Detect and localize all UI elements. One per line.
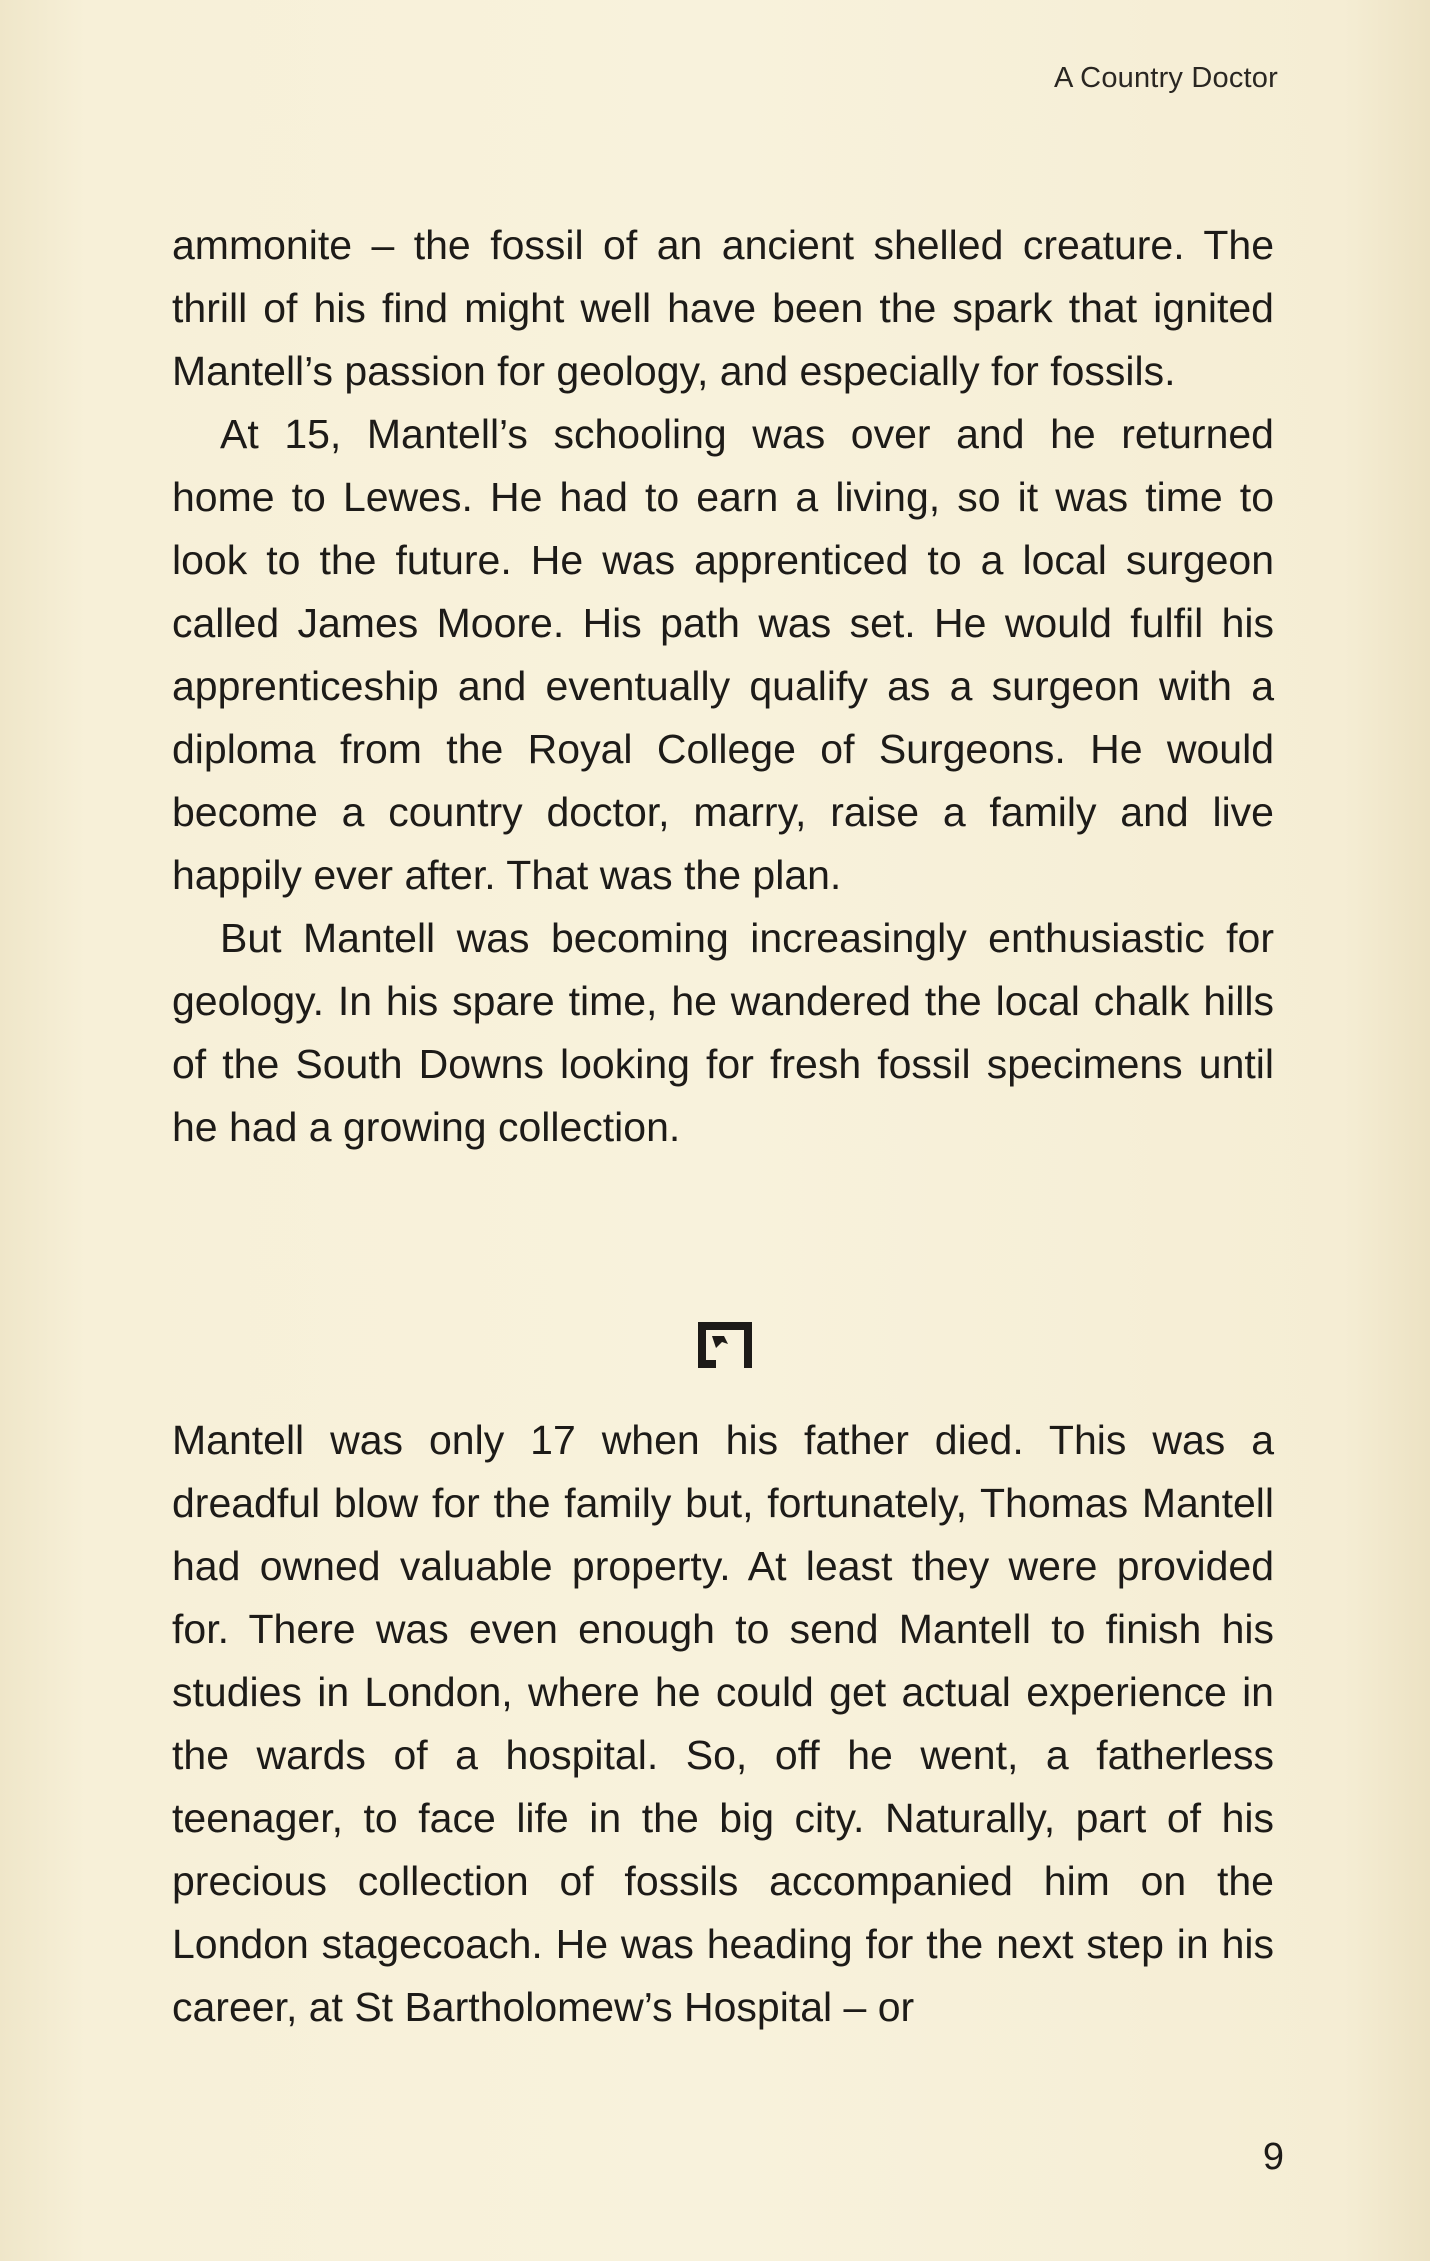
paragraph: Mantell was only 17 when his father died. This was a dreadful blow for the family but, fortunately, Thomas Mantell had owned valuable property. At least they were provided for. There was even enough to send Mantell to finish his studies in London, where he could get actual experience in the wards of a hospital. So, off he went, a fatherless teenager, to face life in the big city. Naturally, part of his precious collection of fossils accompanied him on the London stagecoach. He was heading for the next step in his career, at St Bartholomew’s Hospital – or bbox=[172, 1417, 1274, 2030]
paragraph: But Mantell was becoming increasingly enthusiastic for geology. In his spare time, he wandered the local chalk hills of the South Downs looking for fresh fossil specimens until he had a growing collection. bbox=[172, 915, 1274, 1150]
bracket-ornament-icon bbox=[694, 1316, 756, 1372]
running-head: A Country Doctor bbox=[1053, 62, 1278, 94]
text-block-before-break bbox=[172, 214, 1274, 1159]
paragraph: At 15, Mantell’s schooling was over and he returned home to Lewes. He had to earn a living, so it was time to look to the future. He was apprenticed to a local surgeon called James Moore. His path was set. He would fulfil his apprenticeship and eventually qualify as a surgeon with a diploma from the Royal College of Surgeons. He would become a country doctor, marry, raise a family and live happily ever after. That was the plan. bbox=[172, 411, 1274, 898]
paragraph: ammonite – the fossil of an ancient shelled creature. The thrill of his find might well have been the spark that ignited Mantell’s passion for geology, and especially for fossils. bbox=[172, 222, 1274, 394]
text-block-after-break bbox=[172, 1409, 1274, 2039]
page-number: 9 bbox=[1262, 2136, 1284, 2178]
